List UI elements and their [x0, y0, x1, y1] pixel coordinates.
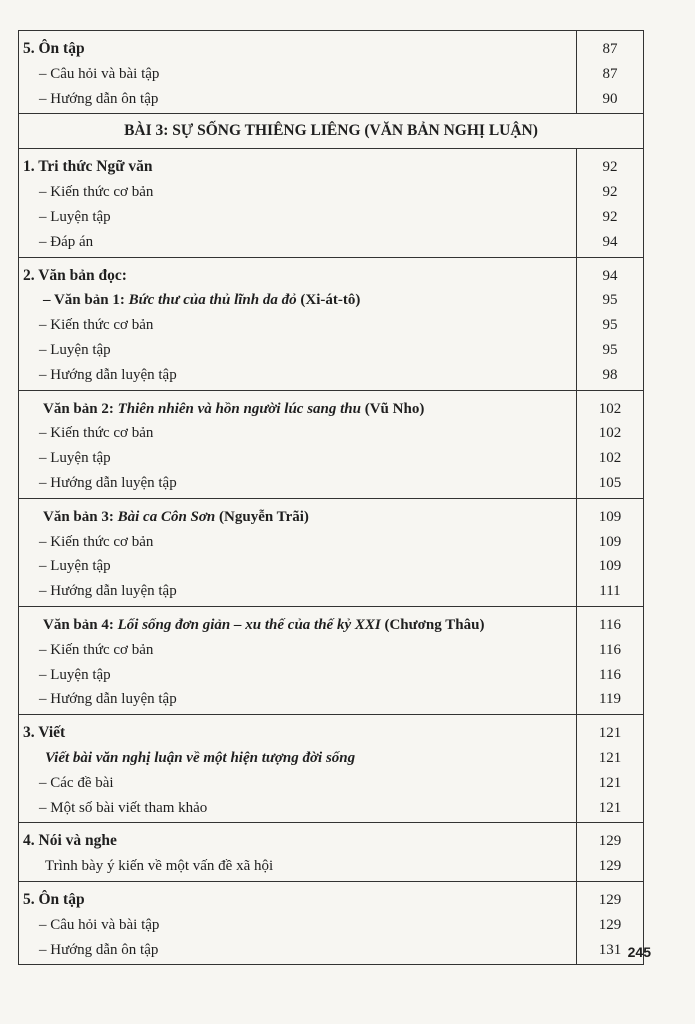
page-ref: 98 [602, 366, 618, 383]
entry-column [19, 882, 576, 964]
entry-lead: Văn bản 4: [43, 616, 118, 633]
page-column [576, 149, 643, 256]
page-ref: 95 [602, 292, 618, 309]
page-column [576, 391, 643, 498]
toc-entry: – Kiến thức cơ bản [39, 641, 154, 658]
toc-entry: – Luyện tập [39, 450, 111, 467]
page-ref: 129 [598, 833, 622, 850]
lesson-banner: BÀI 3: SỰ SỐNG THIÊNG LIÊNG (VĂN BẢN NGHỊ LUẬN) [19, 114, 643, 149]
page-column [576, 258, 643, 390]
page-ref: 87 [602, 65, 618, 82]
toc-entry: – Luyện tập [39, 558, 111, 575]
page-ref: 90 [602, 90, 618, 107]
toc-section [19, 607, 643, 715]
page-ref: 129 [598, 891, 622, 908]
page-column [576, 715, 643, 822]
entry-author: (Chương Thâu) [380, 616, 485, 633]
toc-heading: 2. Văn bản đọc: [23, 266, 127, 284]
toc-entry: – Hướng dẫn luyện tập [39, 474, 177, 491]
page-ref: 109 [598, 533, 622, 550]
page-ref: 102 [598, 400, 622, 417]
toc-entry: Trình bày ý kiến về một vấn đề xã hội [45, 858, 274, 875]
toc-entry: – Hướng dẫn luyện tập [39, 583, 177, 600]
page-column [576, 823, 643, 881]
entry-title: Thiên nhiên và hồn người lúc sang thu [117, 400, 361, 417]
page-ref: 119 [599, 691, 621, 708]
toc-entry: – Câu hỏi và bài tập [39, 65, 160, 82]
toc-heading: 1. Tri thức Ngữ văn [23, 158, 153, 176]
entry-title: Lối sống đơn giản – xu thế của thế kỷ XXI [117, 616, 381, 633]
toc-section [19, 823, 643, 882]
toc-heading: 3. Viết [23, 724, 66, 742]
toc-heading: 4. Nói và nghe [23, 832, 117, 850]
page-ref: 121 [598, 725, 622, 742]
page-ref: 92 [602, 208, 618, 225]
toc-section [19, 391, 643, 499]
page-ref: 92 [602, 159, 618, 176]
entry-column [19, 499, 576, 606]
toc-entry: – Kiến thức cơ bản [39, 533, 154, 550]
toc-section [19, 715, 643, 823]
toc-heading: 5. Ôn tập [23, 890, 85, 908]
page-number: 245 [627, 944, 651, 960]
page-ref: 92 [602, 184, 618, 201]
reading-text-entry [19, 288, 576, 313]
page-column [576, 607, 643, 714]
entry-author: (Xi-át-tô) [296, 292, 361, 309]
toc-entry: – Luyện tập [39, 341, 111, 358]
toc-entry: – Kiến thức cơ bản [39, 425, 154, 442]
page-column [576, 499, 643, 606]
page-ref: 129 [598, 858, 622, 875]
page-ref: 109 [598, 558, 622, 575]
page-ref: 102 [598, 450, 622, 467]
toc-heading: 5. Ôn tập [23, 40, 85, 57]
page-ref: 111 [599, 583, 621, 600]
page-ref: 121 [598, 799, 622, 816]
page-ref: 131 [598, 941, 622, 958]
entry-column [19, 715, 576, 822]
reading-text-entry [19, 613, 576, 638]
toc-entry: – Luyện tập [39, 208, 111, 225]
page-ref: 121 [598, 774, 622, 791]
entry-column [19, 823, 576, 881]
page-ref: 87 [602, 41, 618, 57]
page-ref: 94 [602, 233, 618, 250]
page-column [576, 31, 643, 113]
toc-section [19, 149, 643, 257]
reading-text-entry [19, 505, 576, 530]
entry-author: (Nguyễn Trãi) [215, 508, 309, 525]
entry-column [19, 149, 576, 256]
toc-entry: – Đáp án [39, 233, 94, 250]
entry-title: Bài ca Côn Sơn [117, 508, 216, 525]
toc-entry: – Kiến thức cơ bản [39, 317, 154, 334]
entry-column [19, 391, 576, 498]
page-ref: 129 [598, 916, 622, 933]
toc-entry: Viết bài văn nghị luận về một hiện tượng đời sống [45, 749, 356, 766]
table-of-contents [18, 30, 644, 965]
entry-author: (Vũ Nho) [360, 400, 425, 417]
entry-lead: Văn bản 3: [43, 508, 118, 525]
toc-entry: – Một số bài viết tham khảo [39, 799, 208, 816]
entry-title: Bức thư của thủ lĩnh da đỏ [128, 292, 297, 309]
entry-lead: – Văn bản 1: [43, 292, 129, 309]
page-ref: 95 [602, 317, 618, 334]
toc-entry: – Các đề bài [39, 774, 114, 791]
toc-section [19, 258, 643, 391]
entry-lead: Văn bản 2: [43, 400, 118, 417]
page-ref: 121 [598, 749, 622, 766]
toc-entry: – Hướng dẫn luyện tập [39, 366, 177, 383]
page-ref: 95 [602, 341, 618, 358]
toc-entry: – Hướng dẫn ôn tập [39, 90, 159, 107]
toc-section [19, 499, 643, 607]
toc-entry: – Câu hỏi và bài tập [39, 916, 160, 933]
toc-entry: – Luyện tập [39, 666, 111, 683]
toc-entry: – Kiến thức cơ bản [39, 184, 154, 201]
page-ref: 116 [599, 616, 621, 633]
toc-entry: – Hướng dẫn ôn tập [39, 941, 159, 958]
page-ref: 116 [599, 641, 621, 658]
entry-column [19, 31, 576, 113]
toc-section [19, 882, 643, 965]
entry-column [19, 258, 576, 390]
page-ref: 94 [602, 267, 618, 284]
page-ref: 109 [598, 508, 622, 525]
page-ref: 102 [598, 425, 622, 442]
entry-column [19, 607, 576, 714]
toc-entry: – Hướng dẫn luyện tập [39, 691, 177, 708]
page-ref: 116 [599, 666, 621, 683]
reading-text-entry [19, 397, 576, 422]
toc-section [19, 31, 643, 114]
page-ref: 105 [598, 474, 622, 491]
